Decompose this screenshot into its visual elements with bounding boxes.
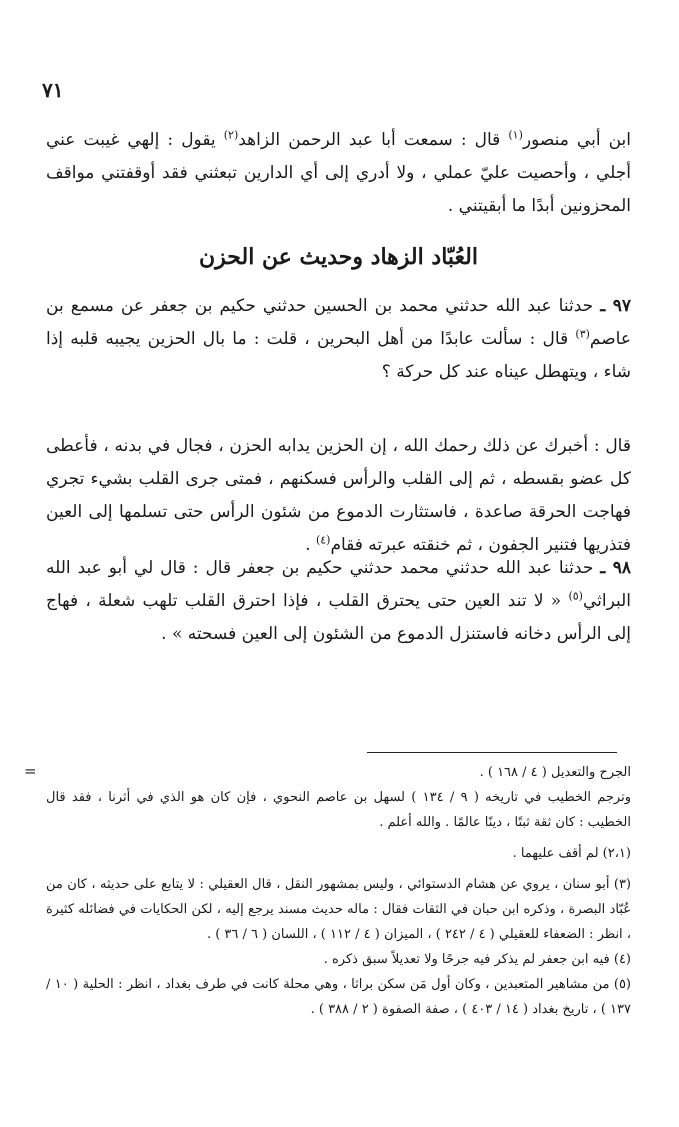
page-number: ٧١	[42, 78, 64, 102]
footnote-line: الجرح والتعديل ( ٤ / ١٦٨ ) .	[479, 765, 631, 780]
footnote-ref: (٣)	[575, 327, 590, 341]
paragraph-text: قال : سمعت أبا عبد الرحمن الزاهد	[238, 130, 509, 150]
paragraph-text: حدثنا عبد الله حدثني محمد بن الحسين حدثني حكيم بن جعفر عن مسمع بن عاصم	[46, 296, 631, 349]
paragraph-text: قال : أخبرك عن ذلك رحمك الله ، إن الحزين يدابه الحزن ، فجال في بدنه ، فأعطى كل عضو بقسطه ، ثم إلى القلب والرأس فسكنهم ، فمتى جرى القلب بشيء تجري فهاجت الحرقة صاعدة ، فاستثارت الدموع من شئون الرأس حتى تسلمها إلى العين فتذريها فتنير الجفون ، ثم خنقته عبرته فقام	[46, 436, 631, 555]
footnote-divider	[367, 752, 617, 753]
paragraph-98	[46, 552, 631, 651]
paragraph-text: .	[305, 535, 316, 555]
paragraph-answer	[46, 430, 631, 562]
footnote-line: وترجم الخطيب في تاريخه ( ٩ / ١٣٤ ) لسهل بن عاصم النحوي ، فإن كان هو الذي في أثرنا ، فقد قال الخطيب : كان ثقة ثبتًا ، دينًا عالمًا . والله أعلم .	[46, 790, 631, 830]
item-number: ٩٨ ـ	[600, 558, 631, 578]
paragraph-intro	[46, 124, 631, 223]
footnote-ref: (٥)	[568, 589, 583, 603]
footnote-line: (٢،١) لم أقف عليهما .	[512, 846, 631, 861]
footnote-line: (٤) فيه ابن جعفر لم يذكر فيه جرحًا ولا تعديلاً سبق ذكره .	[323, 952, 631, 967]
paragraph-97	[46, 290, 631, 389]
paragraph-text: حدثنا عبد الله حدثني محمد حدثني حكيم بن جعفر قال : قال لي أبو عبد الله البراثي	[46, 558, 631, 611]
footnotes	[46, 760, 631, 1022]
footnote-continuation-mark: =	[24, 762, 37, 780]
footnote-ref: (١)	[508, 128, 523, 142]
footnote-ref: (٤)	[315, 533, 331, 547]
item-number: ٩٧ ـ	[600, 296, 631, 316]
footnote-ref: (٢)	[223, 128, 239, 142]
section-heading: العُبّاد الزهاد وحديث عن الحزن	[199, 244, 478, 270]
footnote-line: (٥) من مشاهير المتعبدين ، وكان أول مَن سكن براثا ، وهي محلة كانت في طرف بغداد ، انظر : الحلية ( ١٠ / ١٣٧ ) ، تاريخ بغداد ( ١٤ / ٤٠٣ ) ، صفة الصفوة ( ٢ / ٣٨٨ ) .	[46, 977, 631, 1017]
paragraph-text: « لا تند العين حتى يحترق القلب ، فإذا احترق القلب تلهب شعلة ، فهاج إلى الرأس دخانه فاستنزل الدموع من الشئون إلى العين فسحته » .	[46, 591, 631, 644]
footnote-line: (٣) أبو سنان ، يروي عن هشام الدستوائي ، وليس بمشهور النقل ، قال العقيلي : لا يتابع على حديثه ، كان من عُبّاد البصرة ، وذكره ابن حبان في الثقات فقال : ماله حديث مسند يرجع إليه ، لكن الحكايات في فضائله كثيرة ، انظر : الضعفاء للعقيلي ( ٤ / ٢٤٢ ) ، الميزان ( ٤ / ١١٢ ) ، اللسان ( ٦ / ٣٦ ) .	[46, 877, 631, 942]
paragraph-text: يقول : إلهي غيبت عني أجلي ، وأحصيت عليّ عملي ، ولا أدري إلى أي الدارين تبعثني فقد أوقفتني مواقف المحزونين أبدًا ما أبقيتني .	[46, 130, 631, 216]
paragraph-text: ابن أبي منصور	[522, 130, 632, 150]
paragraph-text: قال : سألت عابدًا من أهل البحرين ، قلت : ما بال الحزين يجيبه قلبه إذا شاء ، ويتهطل عيناه عند كل حركة ؟	[46, 329, 631, 382]
